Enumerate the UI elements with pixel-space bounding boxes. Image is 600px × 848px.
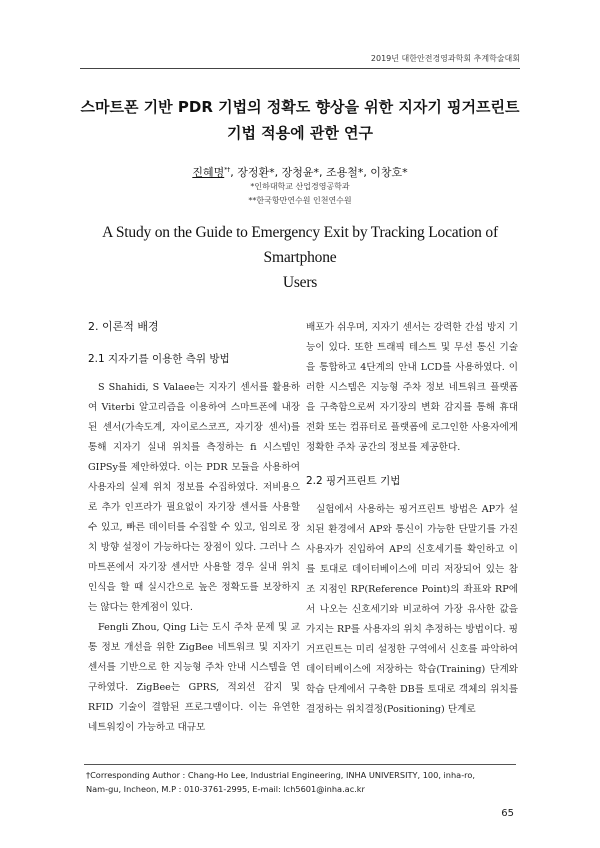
right-column <box>306 318 518 720</box>
english-title-line2: Users <box>282 274 318 291</box>
author-list <box>0 164 600 180</box>
first-author-mark: *† <box>224 166 231 174</box>
english-title <box>70 220 530 295</box>
co-authors: , 장정환*, 장청윤*, 조용철*, 이창호* <box>230 166 408 179</box>
subsection-heading-2-2: 2.2 핑거프린트 기법 <box>306 475 401 487</box>
first-author: 진혜명 <box>192 166 225 179</box>
paragraph: 실험에서 사용하는 핑거프린트 방법은 AP가 설치된 환경에서 AP와 통신이 가능한 단말기를 가진 사용자가 진입하여 AP의 신호세기를 확인하고 이를 토대로 데이터베이스에 미리 저장되어 있는 참조 지점인 RP(Reference Point)의 좌표와 RP에서 나오는 신호세기와 비교하여 가장 유사한 값을 가지는 RP를 사용자의 위치 추정하는 방법이다. 핑거프린트는 미리 설정한 구역에서 신호를 파악하여 데이터베이스에 저장하는 학습(Training) 단계와 학습 단계에서 구축한 DB를 토대로 객체의 위치를 결정하는 위치결정(Positioning) 단계로 <box>306 504 518 715</box>
page-number: 65 <box>501 808 514 819</box>
paragraph: 배포가 쉬우며, 지자기 센서는 강력한 간섭 방지 기능이 있다. 또한 트래픽 테스트 및 무선 통신 기술을 통합하고 4단계의 안내 LCD를 사용하였다. 이러한 시스템은 지능형 주차 정보 네트워크 플랫폼을 구축함으로써 자기장의 변화 감지를 통해 휴대전화 또는 컴퓨터로 플랫폼에 로그인한 사용자에게 정확한 주차 공간의 정보를 제공한다. <box>306 322 518 453</box>
header-rule <box>80 68 520 69</box>
affiliation-2: **한국항만연수원 인천연수원 <box>248 196 352 205</box>
conference-header: 2019년 대한안전경영과학회 추계학술대회 <box>370 54 520 63</box>
footnote <box>86 768 526 796</box>
affiliation-1: *인하대학교 산업경영공학과 <box>250 182 350 191</box>
footnote-line2: Nam-gu, Incheon, M.P : 010-3761-2995, E-mail: lch5601@inha.ac.kr <box>86 784 365 794</box>
paragraph: S Shahidi, S Valaee는 지자기 센서를 활용하여 Viterbi 알고리즘을 이용하여 스마트폰에 내장된 센서(가속도계, 자이로스코프, 자기장 센서)를 통해 지자기 실내 위치를 측정하는 fi 시스템인 GIPSy를 제안하였다. 이는 PDR 모듈을 사용하여 사용자의 실제 위치 정보를 수집하였다. 저비용으로 추가 인프라가 필요없이 자기장 센서를 사용할 수 있고, 빠른 데이터를 수집할 수 있고, 임의로 장치 방향 설정이 가능하다는 장점이 있다. 그러나 스마트폰에서 자기장 센서만 사용할 경우 실내 위치 인식을 할 때 실시간으로 높은 정확도를 보장하지는 않다는 한계점이 있다. <box>88 382 300 613</box>
section-heading: 2. 이론적 배경 <box>88 320 159 333</box>
subsection-heading-2-1: 2.1 지자기를 이용한 측위 방법 <box>88 353 230 365</box>
korean-title-line2: 기법 적용에 관한 연구 <box>226 124 374 142</box>
paragraph: Fengli Zhou, Qing Li는 도시 주차 문제 및 교통 정보 개선을 위한 ZigBee 네트워크 및 지자기 센서를 기반으로 한 지능형 주차 안내 시스템을 연구하였다. ZigBee는 GPRS, 적외선 감지 및 RFID 기술이 결합된 프로그램이다. 이는 유연한 네트워킹이 가능하고 대규모 <box>88 622 300 733</box>
footnote-line1: †Corresponding Author : Chang-Ho Lee, Industrial Engineering, INHA UNIVERSITY, 100, inha-ro, <box>86 770 475 780</box>
left-column <box>88 318 300 738</box>
footnote-rule <box>84 764 516 765</box>
english-title-line1: A Study on the Guide to Emergency Exit by Tracking Location of Smartphone <box>102 224 498 266</box>
korean-title-line1: 스마트폰 기반 PDR 기법의 정확도 향상을 위한 지자기 핑거프린트 <box>80 98 520 116</box>
korean-title <box>60 94 540 146</box>
